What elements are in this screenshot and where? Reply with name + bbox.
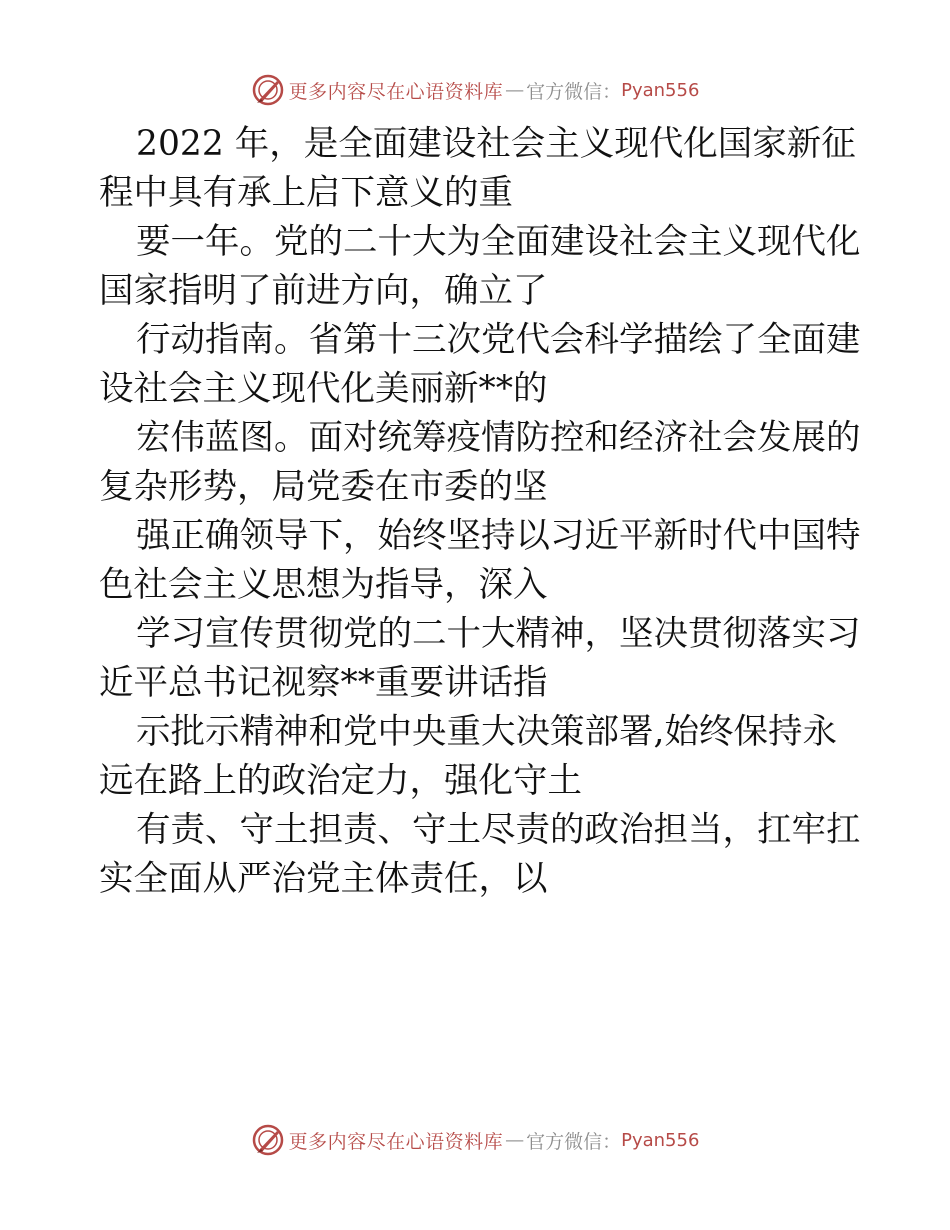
- header-watermark: [0, 73, 950, 107]
- document-body: [99, 120, 859, 904]
- paragraph-line: 远在路上的政治定力，强化守土: [99, 761, 582, 801]
- paragraph-line: 近平总书记视察**重要讲话指: [99, 663, 548, 703]
- paragraph-line: 要一年。党的二十大为全面建设社会主义现代化: [136, 222, 861, 262]
- watermark-dash: —: [505, 1129, 525, 1151]
- watermark-wechat-label: 官方微信：: [526, 1130, 622, 1153]
- paragraph-line: 行动指南。省第十三次党代会科学描绘了全面建: [136, 320, 861, 360]
- paragraph-line: 设社会主义现代化美丽新**的: [99, 369, 548, 409]
- footer-watermark: [0, 1123, 950, 1157]
- paragraph: [99, 610, 859, 708]
- watermark-brand-text: 更多内容尽在心语资料库: [288, 80, 504, 103]
- paragraph: [99, 708, 859, 806]
- paragraph-line: 示批示精神和党中央重大决策部署,始终保持永: [136, 712, 837, 752]
- paragraph-line: 2022 年，是全面建设社会主义现代化国家新征: [136, 124, 856, 164]
- paragraph: [99, 218, 859, 316]
- brush-logo-icon: [251, 1123, 285, 1157]
- watermark-brand-text: 更多内容尽在心语资料库: [288, 1130, 504, 1153]
- paragraph-line: 复杂形势，局党委在市委的坚: [99, 467, 548, 507]
- paragraph-line: 程中具有承上启下意义的重: [99, 173, 513, 213]
- watermark-dash: —: [505, 79, 525, 101]
- paragraph-line: 学习宣传贯彻党的二十大精神，坚决贯彻落实习: [136, 614, 861, 654]
- watermark-wechat-label: 官方微信：: [526, 80, 622, 103]
- paragraph: [99, 120, 859, 218]
- paragraph-line: 国家指明了前进方向，确立了: [99, 271, 548, 311]
- paragraph: [99, 414, 859, 512]
- watermark-wechat-id: Pyan556: [621, 79, 700, 101]
- paragraph: [99, 806, 859, 904]
- paragraph: [99, 316, 859, 414]
- paragraph-line: 宏伟蓝图。面对统筹疫情防控和经济社会发展的: [136, 418, 861, 458]
- watermark-wechat-id: Pyan556: [621, 1129, 700, 1151]
- paragraph-line: 有责、守土担责、守土尽责的政治担当，扛牢扛: [136, 810, 861, 850]
- brush-logo-icon: [251, 73, 285, 107]
- paragraph-line: 强正确领导下，始终坚持以习近平新时代中国特: [136, 516, 861, 556]
- paragraph-line: 实全面从严治党主体责任，以: [99, 859, 548, 899]
- paragraph-line: 色社会主义思想为指导，深入: [99, 565, 548, 605]
- paragraph: [99, 512, 859, 610]
